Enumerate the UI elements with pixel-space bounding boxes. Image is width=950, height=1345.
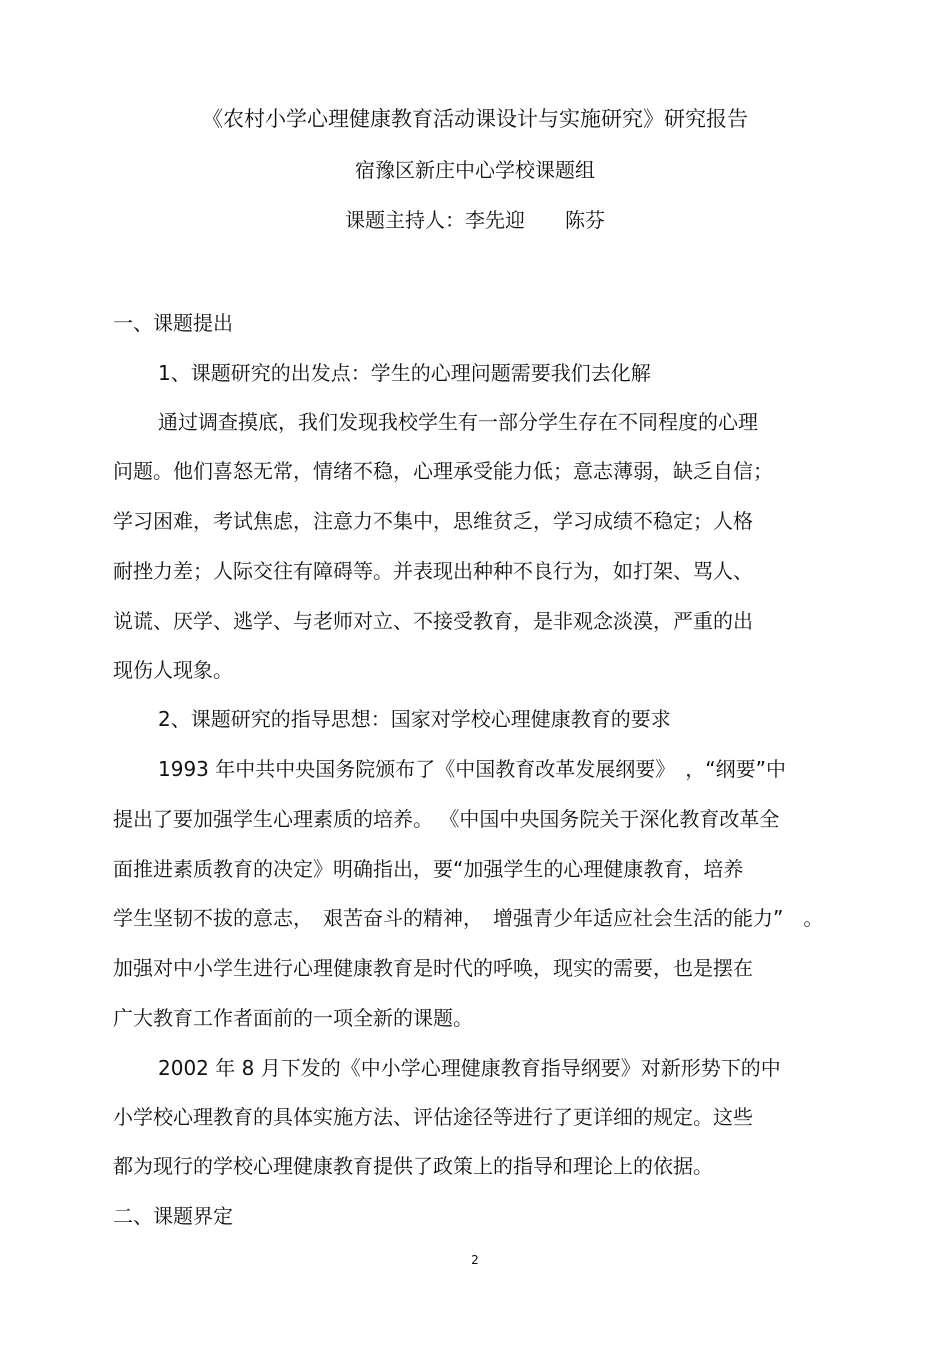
paragraph-line: 通过调查摸底，我们发现我校学生有一部分学生存在不同程度的心理 — [158, 410, 758, 434]
subsection-1-heading: 1、课题研究的出发点：学生的心理问题需要我们去化解 — [158, 361, 651, 385]
paragraph-line: 2002 年 8 月下发的《中小学心理健康教育指导纲要》对新形势下的中 — [158, 1056, 781, 1080]
paragraph-line: 面推进素质教育的决定》明确指出，要“加强学生的心理健康教育，培养 — [113, 857, 744, 881]
paragraph-line: 现伤人现象。 — [113, 658, 233, 682]
page-number: 2 — [471, 1253, 479, 1267]
paragraph-line: 学习困难，考试焦虑，注意力不集中，思维贫乏，学习成绩不稳定；人格 — [113, 509, 753, 533]
paragraph-line: 都为现行的学校心理健康教育提供了政策上的指导和理论上的依据。 — [113, 1154, 713, 1178]
paragraph-line: 说谎、厌学、逃学、与老师对立、不接受教育，是非观念淡漠，严重的出 — [113, 609, 753, 633]
subsection-2-heading: 2、课题研究的指导思想：国家对学校心理健康教育的要求 — [158, 707, 671, 731]
section-1-heading: 一、课题提出 — [113, 311, 233, 335]
paragraph-line: 广大教育工作者面前的一项全新的课题。 — [113, 1006, 473, 1030]
project-hosts: 课题主持人：李先迎 陈芬 — [345, 208, 605, 232]
report-title: 《农村小学心理健康教育活动课设计与实施研究》研究报告 — [202, 107, 748, 131]
paragraph-line: 小学校心理教育的具体实施方法、评估途径等进行了更详细的规定。这些 — [113, 1105, 753, 1129]
paragraph-line: 学生坚韧不拔的意志， 艰苦奋斗的精神， 增强青少年适应社会生活的能力” 。 — [113, 906, 824, 930]
paragraph-line: 提出了要加强学生心理素质的培养。 《中国中央国务院关于深化教育改革全 — [113, 807, 780, 831]
paragraph-line: 耐挫力差；人际交往有障碍等。并表现出种种不良行为，如打架、骂人、 — [113, 559, 753, 583]
paragraph-line: 问题。他们喜怒无常，情绪不稳，心理承受能力低；意志薄弱，缺乏自信； — [113, 459, 773, 483]
paragraph-line: 加强对中小学生进行心理健康教育是时代的呼唤，现实的需要，也是摆在 — [113, 956, 753, 980]
organization: 宿豫区新庄中心学校课题组 — [355, 158, 595, 182]
paragraph-line: 1993 年中共中央国务院颁布了《中国教育改革发展纲要》 ，“纲要”中 — [158, 757, 786, 781]
section-2-heading: 二、课题界定 — [113, 1204, 233, 1228]
